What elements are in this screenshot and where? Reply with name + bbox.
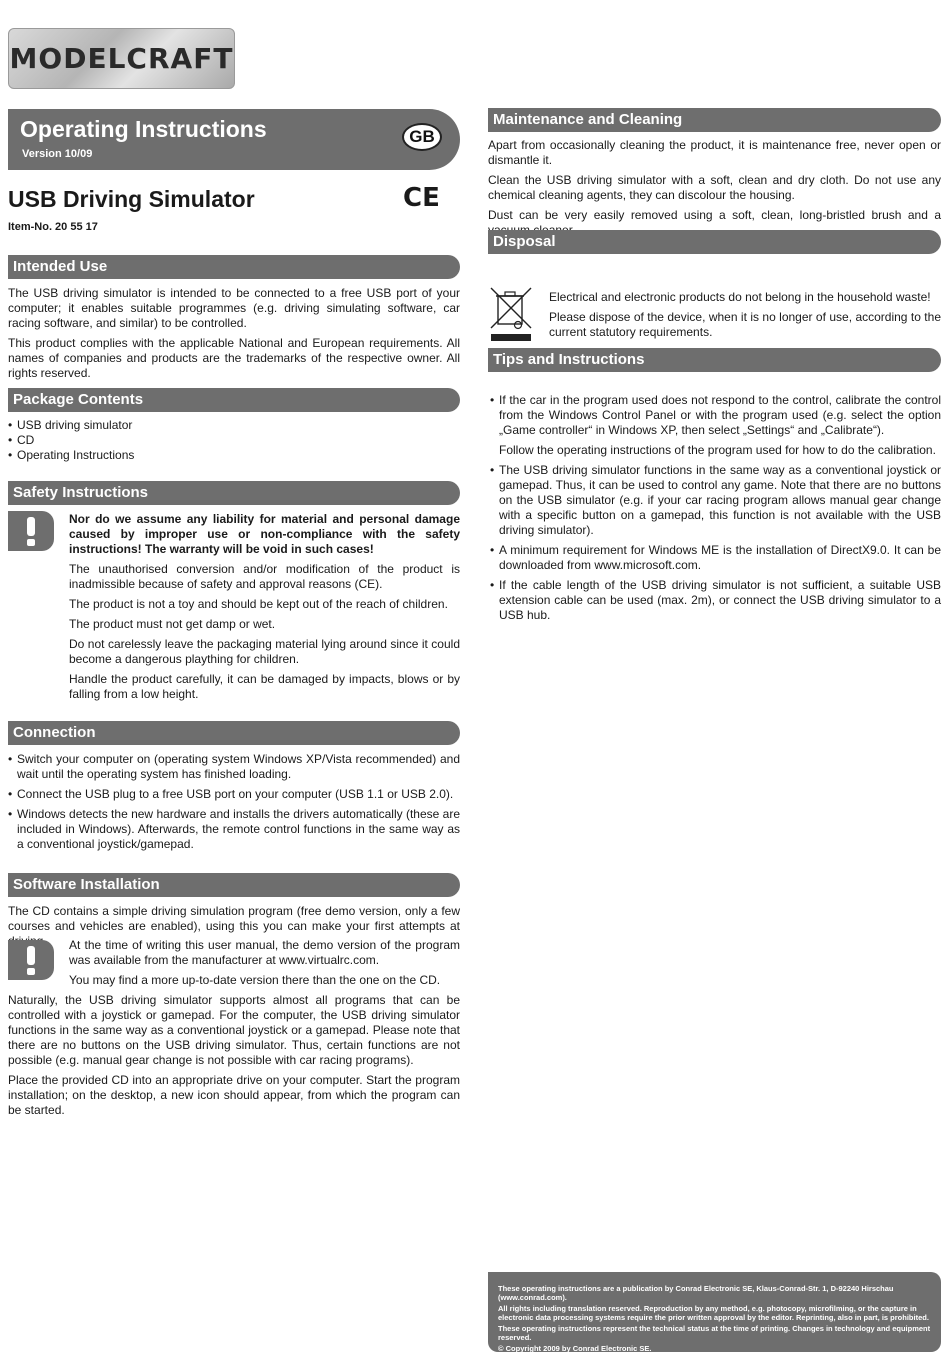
safety-p5: Handle the product carefully, it can be damaged by impacts, blows or by falling from a low height. — [69, 672, 460, 701]
software-note2: You may find a more up-to-date version there than the one on the CD. — [69, 973, 441, 987]
connection-list — [8, 752, 460, 852]
safety-section — [69, 512, 460, 707]
maintenance-section — [488, 138, 941, 243]
maintenance-p3: Dust can be very easily removed using a soft, clean, long-bristled brush and a — [488, 208, 941, 222]
list-item: • If the cable length of the USB driving simulator is not sufficient, a suitable USB extension cable can be used (max. 2m), or connect the USB driving simulator to a USB hub. — [490, 578, 941, 623]
publisher-footer — [488, 1272, 941, 1352]
tip-1: If the car in the program used does not respond to the control, calibrate the control from the Windows Control Panel or with the program used (e.g. select the option „Game controller“ in Windows XP, then select „Settings“ and „Calibrate“). — [499, 393, 941, 437]
ce-mark-icon: CE — [403, 183, 440, 213]
tips-heading: Tips and Instructions — [488, 348, 941, 372]
list-item: • USB driving simulator — [8, 418, 460, 433]
tip-1-followup: Follow the operating instructions of the program used for how to do the calibration. — [499, 443, 936, 457]
software-note — [69, 938, 460, 993]
footer-line-3: These operating instructions represent the technical status at the time of printing. Changes in technology and equipment reserved. — [498, 1324, 931, 1342]
crossed-out-wheelie-bin-icon — [488, 284, 534, 344]
version-label: Version 10/09 — [22, 148, 93, 160]
software-note1: At the time of writing this user manual, the demo version of the program was available from the manufacturer at www.virtualrc.com. — [69, 938, 460, 967]
package-contents-section — [8, 418, 460, 463]
safety-p1: The unauthorised conversion and/or modification of the product is inadmissible because of safety and approval reasons (CE). — [69, 562, 460, 591]
title-banner — [8, 109, 460, 170]
tips-list — [490, 393, 941, 623]
disposal-p1: Electrical and electronic products do not belong in the household waste! — [549, 290, 931, 304]
software-p3: Place the provided CD into an appropriate drive on your computer. Start the program installation; on the desktop, a new icon should appear, from which the program can be started. — [8, 1073, 460, 1117]
footer-line-4: © Copyright 2009 by Conrad Electronic SE. — [498, 1344, 652, 1353]
warning-exclamation-icon — [8, 511, 54, 551]
document-title: Operating Instructions — [20, 116, 267, 142]
tips-section — [490, 393, 941, 628]
modelcraft-logo — [8, 28, 235, 89]
connection-heading: Connection — [8, 721, 460, 745]
disposal-section — [549, 290, 941, 345]
list-item: • Switch your computer on (operating system Windows XP/Vista recommended) and wait until the operating system has finished loading. — [8, 752, 460, 782]
software-body — [8, 993, 460, 1123]
safety-instructions-heading: Safety Instructions — [8, 481, 460, 505]
package-contents-heading: Package Contents — [8, 388, 460, 412]
software-installation-heading: Software Installation — [8, 873, 460, 897]
safety-p4: Do not carelessly leave the packaging material lying around since it could become a dangerous plaything for children. — [69, 637, 460, 666]
note-exclamation-icon — [8, 940, 54, 980]
list-item: • A minimum requirement for Windows ME is the installation of DirectX9.0. It can be downloaded from www.microsoft.com. — [490, 543, 941, 573]
country-badge: GB — [402, 123, 442, 151]
intended-use-heading: Intended Use — [8, 255, 460, 279]
list-item — [490, 393, 941, 458]
safety-p2: The product is not a toy and should be kept out of the reach of children. — [69, 597, 448, 611]
software-p1: The CD contains a simple driving simulation program (free demo version, only a few courses and vehicles are enabled), using this you can make your first attempts at — [8, 904, 460, 933]
list-item: • The USB driving simulator functions in the same way as a conventional joystick or gamepad. Thus, it can be used to control any game. Note that there are no buttons on the USB simulator (e.g. if your car racing program allows manual gear change with a specific button on a gamepad, this function is not available with the USB driving simulator). — [490, 463, 941, 538]
package-contents-list — [8, 418, 460, 463]
maintenance-p1: Apart from occasionally cleaning the product, it is maintenance free, never open or dismantle it. — [488, 138, 941, 167]
safety-liability-warning: Nor do we assume any liability for material and personal damage caused by improper use or non-compliance with the safety instructions! The warranty will be void in such cases! — [69, 512, 460, 556]
intended-use-section — [8, 286, 460, 386]
logo-text: MODELCRAFT — [9, 42, 234, 75]
disposal-heading: Disposal — [488, 230, 941, 254]
connection-section — [8, 752, 460, 857]
product-title: USB Driving Simulator — [8, 186, 255, 212]
item-number: Item-No. 20 55 17 — [8, 221, 98, 233]
software-p2: Naturally, the USB driving simulator supports almost all programs that can be controlled with a joystick or gamepad. For the computer, the USB driving simulator functions in the same way as a conventional joystick or a gamepad. Please note that there are no buttons on the USB driving simulator. Thus, certain functions are not possible (e.g. manual gear change is not possible with car racing programs). — [8, 993, 460, 1067]
disposal-p2: Please dispose of the device, when it is no longer of use, according to the current statutory requirements. — [549, 310, 941, 339]
intended-use-p2: This product complies with the applicable National and European requirements. All names of companies and products are the trademarks of the respective owner. All rights reserved. — [8, 336, 460, 380]
maintenance-heading: Maintenance and Cleaning — [488, 108, 941, 132]
footer-line-1: These operating instructions are a publication by Conrad Electronic SE, Klaus-Conrad-Str. 1, D-92240 Hirschau (www.conrad.com). — [498, 1284, 894, 1302]
footer-line-2: All rights including translation reserved. Reproduction by any method, e.g. photocopy, microfilming, or the capture in electronic data processing systems require the prior written approval by the editor. Reprinting, also in part, is prohibited. — [498, 1304, 929, 1322]
list-item: • Windows detects the new hardware and installs the drivers automatically (these are included in Windows). Afterwards, the remote control functions in the same way as a conventional joystick/gamepad. — [8, 807, 460, 852]
list-item: • Connect the USB plug to a free USB port on your computer (USB 1.1 or USB 2.0). — [8, 787, 460, 802]
safety-p3: The product must not get damp or wet. — [69, 617, 276, 631]
intended-use-p1: The USB driving simulator is intended to be connected to a free USB port of your computer; it enables suitable programmes (e.g. driving simulating software, car racing software, and similar) to be controlled. — [8, 286, 460, 330]
list-item: • CD — [8, 433, 460, 448]
maintenance-p2: Clean the USB driving simulator with a soft, clean and dry cloth. Do not use any chemical cleaning agents, they can discolour the housing. — [488, 173, 941, 202]
list-item: • Operating Instructions — [8, 448, 460, 463]
